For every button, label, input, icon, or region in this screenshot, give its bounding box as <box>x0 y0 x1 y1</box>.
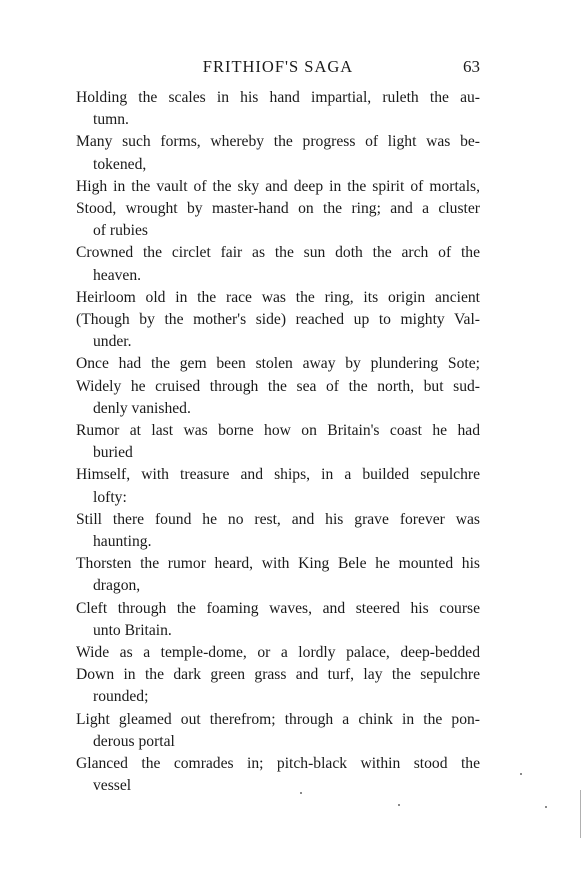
poem-line-continuation: of rubies <box>93 222 148 240</box>
poem-line: Still there found he no rest, and his grave forever was <box>76 510 480 528</box>
poem-line: Down in the dark green grass and turf, lay the sepulchre <box>76 666 480 684</box>
poem-line-continuation: vessel <box>93 777 132 795</box>
page-number: 63 <box>463 57 480 76</box>
poem-line-continuation: rounded; <box>93 688 149 706</box>
scan-speck <box>545 806 547 808</box>
poem-line-continuation: buried <box>93 444 133 462</box>
scan-speck <box>520 773 522 775</box>
poem-line-continuation: tumn. <box>93 111 129 129</box>
poem-line: Himself, with treasure and ships, in a builded sepulchre <box>76 466 480 484</box>
poem-line-continuation: haunting. <box>93 533 152 551</box>
poem-line-continuation: heaven. <box>93 266 142 284</box>
poem-line: Heirloom old in the race was the ring, its origin ancient <box>76 288 480 306</box>
poem-line: Glanced the comrades in; pitch-black within stood the <box>76 755 480 773</box>
poem-line: Widely he cruised through the sea of the north, but sud- <box>76 377 480 395</box>
scan-speck <box>300 792 302 794</box>
scan-edge-mark <box>580 790 581 838</box>
running-head <box>76 57 480 81</box>
poem-line: Light gleamed out therefrom; through a chink in the pon- <box>76 710 480 728</box>
poem-line: Rumor at last was borne how on Britain's coast he had <box>76 422 480 440</box>
poem-line: Cleft through the foaming waves, and steered his course <box>76 599 480 617</box>
poem-line: Thorsten the rumor heard, with King Bele he mounted his <box>76 555 480 573</box>
poem-line-continuation: tokened, <box>93 155 147 173</box>
poem-line-continuation: denly vanished. <box>93 399 191 417</box>
poem-line: Stood, wrought by master-hand on the ring; and a cluster <box>76 200 480 218</box>
poem-body <box>76 87 480 798</box>
poem-line-continuation: unto Britain. <box>93 621 172 639</box>
scan-speck <box>398 804 400 806</box>
poem-line: Crowned the circlet fair as the sun doth the arch of the <box>76 244 480 262</box>
poem-line-continuation: lofty: <box>93 488 127 506</box>
poem-line-continuation: dragon, <box>93 577 141 595</box>
poem-line-continuation: derous portal <box>93 732 175 750</box>
poem-line: Wide as a temple-dome, or a lordly palace, deep-bedded <box>76 644 480 662</box>
poem-line: High in the vault of the sky and deep in the spirit of mortals, <box>76 177 480 195</box>
poem-line-continuation: under. <box>93 333 132 351</box>
running-title: FRITHIOF'S SAGA <box>202 57 354 76</box>
poem-line: Many such forms, whereby the progress of light was be- <box>76 133 480 151</box>
poem-line: Once had the gem been stolen away by plundering Sote; <box>76 355 480 373</box>
poem-line: (Though by the mother's side) reached up to mighty Val- <box>76 311 480 329</box>
poem-line: Holding the scales in his hand impartial, ruleth the au- <box>76 89 480 106</box>
